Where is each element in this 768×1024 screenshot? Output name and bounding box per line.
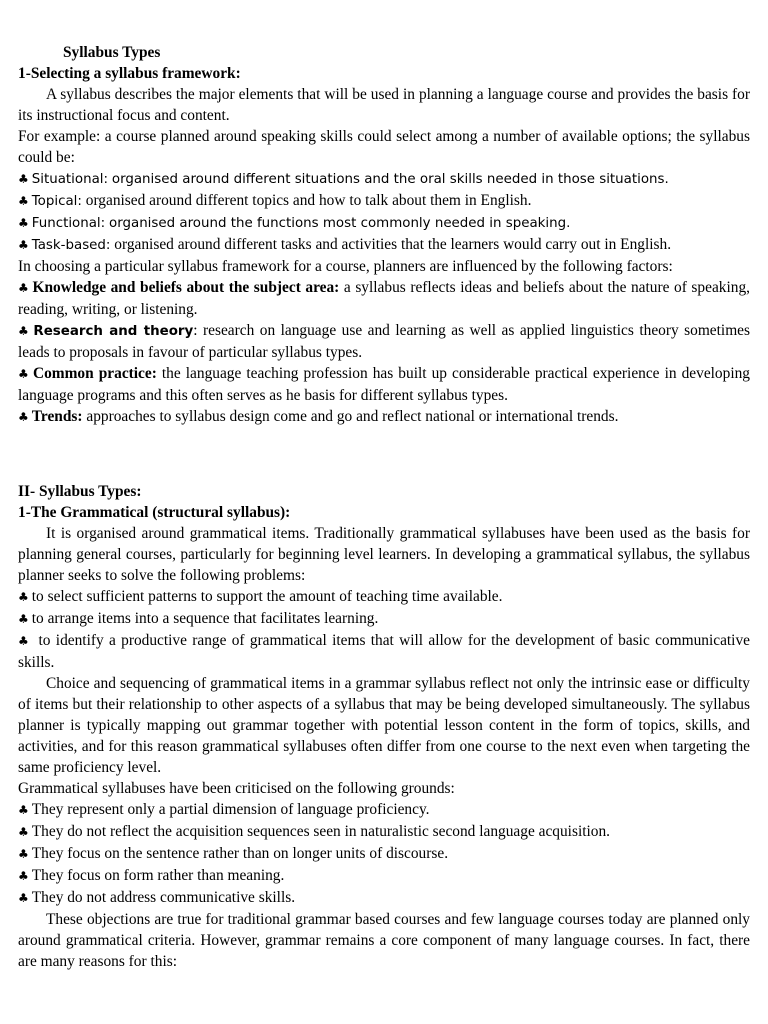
syllabus-type-term: Situational: — [31, 172, 109, 187]
syllabus-type-term: Task-based: — [31, 238, 111, 253]
syllabus-type-desc: organised around different situations and the oral skills needed in those situations. — [111, 172, 669, 187]
section-syllabus-types — [18, 481, 750, 972]
syllabus-type-term: Topical: — [31, 194, 82, 209]
problem-item — [18, 586, 750, 608]
problem-item — [18, 608, 750, 630]
factor-term: Knowledge and beliefs about the subject area: — [32, 279, 340, 296]
objections-paragraph: These objections are true for traditional grammar based courses and few language courses today are planned only around grammatical criteria. However, grammar remains a core component of many language courses. In fact, there are many reasons for this: — [18, 911, 750, 970]
grammatical-intro-paragraph: It is organised around grammatical items. Traditionally grammatical syllabuses have been used as the basis for planning general courses, particularly for beginning level learners. In developing a grammatical syllabus, the syllabus planner seeks to solve the following problems: — [18, 525, 750, 584]
club-bullet-icon: ♣ — [18, 803, 29, 817]
club-bullet-icon: ♣ — [18, 634, 31, 648]
factor-desc: a syllabus reflects ideas and beliefs about the nature of speaking, reading, writing, or listening. — [18, 279, 750, 318]
criticism-text: They do not reflect the acquisition sequences seen in naturalistic second language acquisition. — [31, 823, 611, 840]
section-heading-types: II- Syllabus Types: — [18, 483, 142, 500]
club-bullet-icon: ♣ — [18, 847, 29, 861]
problem-text: to select sufficient patterns to support the amount of teaching time available. — [31, 588, 503, 605]
club-bullet-icon: ♣ — [18, 238, 29, 252]
club-bullet-icon: ♣ — [18, 324, 31, 338]
criticism-item — [18, 821, 750, 843]
subsection-heading-grammatical: 1-The Grammatical (structural syllabus): — [18, 504, 291, 521]
syllabus-type-item — [18, 168, 750, 190]
syllabus-type-item — [18, 190, 750, 212]
club-bullet-icon: ♣ — [18, 194, 29, 208]
syllabus-type-term: Functional: — [31, 216, 106, 231]
club-bullet-icon: ♣ — [18, 869, 29, 883]
factor-desc: : research on language use and learning as well as applied linguistics theory sometimes leads to proposals in favour of particular syllabus types. — [18, 322, 750, 361]
factor-item — [18, 406, 750, 428]
club-bullet-icon: ♣ — [18, 825, 29, 839]
criticism-item — [18, 799, 750, 821]
club-bullet-icon: ♣ — [18, 216, 29, 230]
factor-item — [18, 363, 750, 406]
example-paragraph: For example: a course planned around speaking skills could select among a number of available options; the syllabus could be: — [18, 128, 750, 166]
problem-text: to identify a productive range of grammatical items that will allow for the development of basic communicative skills. — [18, 632, 750, 671]
sequencing-paragraph: Choice and sequencing of grammatical items in a grammar syllabus reflect not only the intrinsic ease or difficulty of items but their relationship to other aspects of a syllabus that may be being developed simultaneously. The syllabus planner is typically mapping out grammar together with potential lesson content in the form of topics, skills, and activities, and for this reason grammatical syllabuses often differ from one course to the next even when targeting the same proficiency level. — [18, 675, 750, 776]
club-bullet-icon: ♣ — [18, 590, 29, 604]
club-bullet-icon: ♣ — [18, 281, 30, 295]
criticised-paragraph: Grammatical syllabuses have been criticised on the following grounds: — [18, 780, 455, 797]
criticism-text: They do not address communicative skills. — [31, 889, 296, 906]
section-framework — [18, 42, 750, 428]
problem-text: to arrange items into a sequence that facilitates learning. — [31, 610, 379, 627]
factor-term: Common practice: — [32, 365, 157, 382]
club-bullet-icon: ♣ — [18, 891, 29, 905]
problem-item — [18, 630, 750, 673]
criticism-text: They represent only a partial dimension of language proficiency. — [31, 801, 430, 818]
club-bullet-icon: ♣ — [18, 367, 30, 381]
criticism-item — [18, 887, 750, 909]
criticism-item — [18, 843, 750, 865]
club-bullet-icon: ♣ — [18, 172, 29, 186]
factor-desc: the language teaching profession has built up considerable practical experience in developing language programs and this often serves as he basis for different syllabus types. — [18, 365, 750, 404]
club-bullet-icon: ♣ — [18, 410, 29, 424]
factor-item — [18, 320, 750, 363]
criticism-text: They focus on the sentence rather than on longer units of discourse. — [31, 845, 449, 862]
factor-desc: approaches to syllabus design come and go and reflect national or international trends. — [86, 408, 619, 425]
criticism-text: They focus on form rather than meaning. — [31, 867, 285, 884]
syllabus-type-desc: organised around the functions most commonly needed in speaking. — [109, 216, 571, 231]
factor-term: Research and theory — [33, 324, 194, 339]
choosing-paragraph: In choosing a particular syllabus framework for a course, planners are influenced by the following factors: — [18, 258, 673, 275]
intro-paragraph: A syllabus describes the major elements that will be used in planning a language course and provides the basis for its instructional focus and content. — [18, 86, 750, 124]
syllabus-type-desc: organised around different topics and how to talk about them in English. — [85, 192, 532, 209]
club-bullet-icon: ♣ — [18, 612, 29, 626]
factor-item — [18, 277, 750, 320]
syllabus-type-desc: organised around different tasks and activities that the learners would carry out in English. — [114, 236, 672, 253]
factor-term: Trends: — [31, 408, 83, 425]
section-heading-framework: 1-Selecting a syllabus framework: — [18, 65, 241, 82]
syllabus-type-item — [18, 212, 750, 234]
syllabus-type-item — [18, 234, 750, 256]
document-title: Syllabus Types — [63, 44, 161, 61]
criticism-item — [18, 865, 750, 887]
